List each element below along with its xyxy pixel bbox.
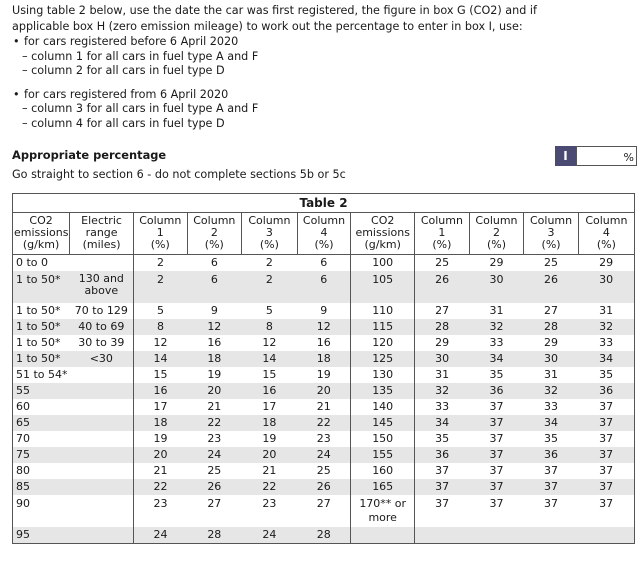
table-cell: 32 (469, 319, 524, 335)
table-cell: 110 (351, 303, 415, 319)
table-cell: 12 (133, 335, 187, 351)
table-cell: 34 (415, 415, 470, 431)
table-cell: 155 (351, 447, 415, 463)
bullet-1-sub-1: – column 1 for all cars in fuel type A and F (22, 49, 259, 63)
table-cell: 8 (133, 319, 187, 335)
table-cell: 21 (262, 464, 277, 477)
table-cell: 27 (207, 497, 222, 510)
column-header-line: 2 (210, 226, 218, 239)
table-cell: 105 (351, 271, 415, 303)
table-cell: 55 (13, 383, 70, 399)
table-cell: 18 (187, 351, 242, 367)
table-cell: 24 (242, 527, 298, 543)
bullet-2 (12, 88, 632, 103)
table-cell: 16 (207, 336, 222, 349)
column-header-line: (%) (259, 238, 279, 251)
table-cell: 12 (297, 319, 351, 335)
table-row (13, 335, 634, 351)
table-cell (70, 431, 134, 447)
table-cell: 0 to 0 (16, 256, 49, 269)
table-cell: 65 (13, 415, 70, 431)
table-cell: 95 (13, 527, 70, 543)
intro-line-1: Using table 2 below, use the date the car was first registered, the figure in box G (CO2) and if (12, 4, 537, 17)
bullet-1-text: for cars registered before 6 April 2020 (24, 35, 239, 48)
table-cell: 51 to 54* (16, 368, 68, 381)
table-cell: 37 (578, 447, 634, 463)
table-cell: 33 (489, 336, 504, 349)
table-cell: 25 (544, 256, 559, 269)
table-cell: 21 (207, 400, 222, 413)
column-header-line: emissions (14, 226, 69, 239)
column-header-line: Column (420, 214, 463, 227)
column-header-line: Column (248, 214, 291, 227)
table-cell: 165 (351, 479, 415, 495)
table-cell: 80 (16, 464, 30, 477)
percentage-table (13, 213, 634, 543)
table-cell: 31 (544, 368, 559, 381)
table-cell: 37 (544, 464, 559, 477)
table-cell (70, 415, 134, 431)
bullet-1-sub-2: – column 2 for all cars in fuel type D (22, 64, 225, 78)
table-cell: 30 (578, 271, 634, 303)
table-cell: 24 (187, 447, 242, 463)
table-cell: 160 (351, 463, 415, 479)
table-cell: 35 (415, 431, 470, 447)
table-cell (70, 255, 134, 272)
column-header (469, 213, 524, 255)
table-cell: 31 (415, 367, 470, 383)
table-cell: 32 (524, 383, 579, 399)
column-header-line: (%) (541, 238, 561, 251)
table-cell (351, 527, 415, 543)
column-header-line: (%) (150, 238, 170, 251)
percent-sign: % (623, 151, 634, 164)
column-header (70, 213, 134, 255)
table-cell: 2 (265, 256, 273, 269)
table-cell: 85 (13, 479, 70, 495)
table-cell: 22 (297, 415, 351, 431)
table-cell: 26 (415, 271, 470, 303)
table-cell: 37 (578, 479, 634, 495)
table-cell: 30 to 39 (78, 336, 125, 349)
table-cell: 37 (489, 400, 504, 413)
table-cell: 35 (489, 368, 504, 381)
table-cell: 1 to 50* (16, 336, 61, 349)
table-cell: 28 (297, 527, 351, 543)
column-header-line: (g/km) (364, 238, 401, 251)
table-cell: 37 (489, 432, 504, 445)
table-cell: 16 (242, 383, 298, 399)
table-cell: 90 (16, 497, 30, 510)
table-cell: 28 (415, 319, 470, 335)
table-header-row (13, 213, 634, 255)
bullet-list-1 (12, 35, 632, 50)
table-cell: 15 (133, 367, 187, 383)
table-cell: 5 (133, 303, 187, 319)
table-cell: 20 (187, 383, 242, 399)
table-cell: 37 (415, 495, 470, 527)
table-cell: 22 (242, 479, 298, 495)
table-cell: 21 (133, 463, 187, 479)
bullet-1 (12, 35, 632, 50)
table-row (13, 351, 634, 367)
table-cell: 19 (207, 368, 222, 381)
table-cell: 120 (351, 335, 415, 351)
column-header-line: Column (475, 214, 518, 227)
column-header-line: CO2 (29, 214, 53, 227)
bullet-list-2 (12, 88, 632, 103)
table-row (13, 383, 634, 399)
table-cell: 33 (415, 399, 470, 415)
column-header-line: (%) (486, 238, 506, 251)
table-cell: 26 (187, 479, 242, 495)
table-cell: 1 to 50* (13, 319, 70, 335)
table-cell: 30 (469, 271, 524, 303)
table-cell: 37 (415, 479, 470, 495)
table-cell: 15 (262, 368, 277, 381)
table-cell (524, 527, 579, 543)
intro-line-2: applicable box H (zero emission mileage) to work out the percentage to enter in box I, use: (12, 20, 523, 33)
table-cell: 37 (469, 479, 524, 495)
table-cell: 135 (351, 383, 415, 399)
table-cell: 37 (599, 497, 614, 510)
percentage-input-box[interactable] (576, 146, 637, 166)
table-cell: 170** or more (351, 495, 415, 527)
column-header (13, 213, 70, 255)
table-cell: 6 (187, 271, 242, 303)
table-cell: 16 (133, 383, 187, 399)
table-row (13, 463, 634, 479)
table-cell: 29 (544, 336, 559, 349)
table-cell: 16 (316, 336, 331, 349)
table-cell: 36 (415, 447, 470, 463)
column-header-line: 1 (156, 226, 164, 239)
table-cell (578, 527, 634, 543)
column-header (187, 213, 242, 255)
table-row (13, 479, 634, 495)
table-cell (70, 495, 134, 527)
table-cell: <30 (70, 351, 134, 367)
go-straight-instruction: Go straight to section 6 - do not complete sections 5b or 5c (12, 168, 346, 181)
table-cell: 2 (133, 255, 187, 272)
table-cell: 28 (187, 527, 242, 543)
table-cell: 5 (265, 304, 273, 317)
column-header (133, 213, 187, 255)
table-row (13, 255, 634, 272)
table-cell: 25 (316, 464, 331, 477)
table-cell: 18 (133, 415, 187, 431)
table-cell: 28 (524, 319, 579, 335)
box-i-label: I (555, 146, 576, 166)
column-header (351, 213, 415, 255)
table-cell (70, 463, 134, 479)
table-cell: 37 (599, 432, 614, 445)
table-cell: 60 (16, 400, 30, 413)
column-header (415, 213, 470, 255)
table-cell: 20 (297, 383, 351, 399)
column-header-line: Column (193, 214, 236, 227)
table-cell: 22 (133, 479, 187, 495)
table-cell: 75 (13, 447, 70, 463)
table-cell: 27 (415, 303, 470, 319)
table-row (13, 431, 634, 447)
table-cell (469, 527, 524, 543)
column-header (297, 213, 351, 255)
table-cell: 27 (316, 497, 331, 510)
column-header (524, 213, 579, 255)
table-cell: 140 (351, 399, 415, 415)
table-cell: 12 (187, 319, 242, 335)
column-header-line: (%) (432, 238, 452, 251)
column-header (578, 213, 634, 255)
table-cell: 23 (316, 432, 331, 445)
table-cell: 115 (351, 319, 415, 335)
column-header-line: 3 (265, 226, 273, 239)
table-2 (12, 193, 635, 544)
table-cell: 37 (489, 464, 504, 477)
table-cell: 35 (599, 368, 614, 381)
table-cell: 26 (524, 271, 579, 303)
table-cell: 21 (316, 400, 331, 413)
table-cell: 20 (242, 447, 298, 463)
column-header-line: range (85, 226, 118, 239)
table-cell: 9 (210, 304, 218, 317)
column-header-line: 4 (602, 226, 610, 239)
table-cell: 37 (599, 400, 614, 413)
table-row (13, 271, 634, 303)
column-header-line: CO2 (371, 214, 395, 227)
table-cell: 20 (133, 447, 187, 463)
table-cell: 29 (415, 335, 470, 351)
table-cell: 24 (133, 527, 187, 543)
table-cell: 37 (489, 497, 504, 510)
column-header-line: Column (139, 214, 182, 227)
column-header-line: 4 (320, 226, 328, 239)
table-cell: 31 (599, 304, 614, 317)
table-cell: 130 (351, 367, 415, 383)
table-cell: 30 (415, 351, 470, 367)
table-cell: 70 (16, 432, 30, 445)
table-cell: 37 (524, 479, 579, 495)
table-cell: 37 (469, 415, 524, 431)
table-row (13, 527, 634, 543)
table-row (13, 367, 634, 383)
table-cell: 23 (207, 432, 222, 445)
table-cell: 70 to 129 (74, 304, 128, 317)
table-cell: 100 (351, 255, 415, 272)
column-header-line: (%) (204, 238, 224, 251)
table-cell: 36 (469, 383, 524, 399)
table-row (13, 415, 634, 431)
table-cell (415, 527, 470, 543)
table-cell: 27 (544, 304, 559, 317)
bullet-2-sub-2: – column 4 for all cars in fuel type D (22, 116, 225, 130)
column-header-line: (miles) (82, 238, 121, 251)
table-cell: 31 (489, 304, 504, 317)
column-header-line: (g/km) (22, 238, 60, 251)
table-cell (70, 399, 134, 415)
table-cell: 130 and above (70, 271, 134, 303)
table-cell: 33 (599, 336, 614, 349)
table-cell: 18 (242, 415, 298, 431)
table-cell: 25 (415, 255, 470, 272)
table-row (13, 495, 634, 527)
table-cell: 18 (297, 351, 351, 367)
table-cell: 17 (133, 399, 187, 415)
table-cell: 37 (544, 497, 559, 510)
column-header-line: Column (529, 214, 573, 227)
table-cell (70, 367, 134, 383)
table-cell: 1 to 50* (13, 271, 70, 303)
table-row (13, 319, 634, 335)
table-cell: 22 (187, 415, 242, 431)
table-cell: 35 (544, 432, 559, 445)
table-cell: 23 (133, 495, 187, 527)
table-cell: 2 (133, 271, 187, 303)
table-cell: 1 to 50* (13, 351, 70, 367)
table-cell: 25 (207, 464, 222, 477)
table-cell: 1 to 50* (16, 304, 61, 317)
column-header-line: Column (585, 214, 628, 227)
column-header-line: emissions (355, 226, 410, 239)
table-cell: 23 (262, 497, 277, 510)
table-cell: 37 (469, 447, 524, 463)
appropriate-percentage-heading: Appropriate percentage (12, 148, 167, 162)
table-row (13, 447, 634, 463)
table-cell: 19 (316, 368, 331, 381)
table-title: Table 2 (13, 194, 634, 213)
column-header-line: 3 (547, 226, 555, 239)
table-cell: 37 (578, 415, 634, 431)
table-row (13, 303, 634, 319)
table-cell: 24 (297, 447, 351, 463)
table-cell: 9 (320, 304, 328, 317)
table-cell: 33 (544, 400, 559, 413)
table-cell: 32 (415, 383, 470, 399)
table-cell: 34 (469, 351, 524, 367)
column-header-line: (%) (596, 238, 616, 251)
instructions (12, 3, 632, 132)
table-cell: 145 (351, 415, 415, 431)
column-header (242, 213, 298, 255)
table-cell: 32 (578, 319, 634, 335)
column-header-line: 2 (492, 226, 500, 239)
table-cell: 6 (320, 256, 328, 269)
table-cell: 29 (599, 256, 614, 269)
table-cell: 26 (297, 479, 351, 495)
table-cell: 19 (133, 431, 187, 447)
table-cell: 6 (210, 256, 218, 269)
table-cell (70, 479, 134, 495)
table-cell: 17 (262, 400, 277, 413)
column-header-line: Electric (81, 214, 122, 227)
bullet-2-sub-1: – column 3 for all cars in fuel type A and F (22, 102, 259, 116)
table-cell: 30 (524, 351, 579, 367)
table-cell: 34 (578, 351, 634, 367)
table-cell: 8 (242, 319, 298, 335)
table-cell: 12 (262, 336, 277, 349)
table-cell: 37 (415, 463, 470, 479)
column-header-line: 1 (438, 226, 446, 239)
column-header-line: Column (302, 214, 346, 227)
table-cell: 29 (489, 256, 504, 269)
table-cell: 40 to 69 (70, 319, 134, 335)
table-cell: 2 (242, 271, 298, 303)
table-body (13, 255, 634, 544)
table-cell (70, 447, 134, 463)
table-cell: 14 (242, 351, 298, 367)
table-cell: 150 (351, 431, 415, 447)
table-cell: 36 (524, 447, 579, 463)
table-cell (70, 383, 134, 399)
bullet-2-text: for cars registered from 6 April 2020 (24, 87, 229, 101)
table-cell: 125 (351, 351, 415, 367)
table-cell: 6 (297, 271, 351, 303)
table-row (13, 399, 634, 415)
table-cell (70, 527, 134, 543)
table-cell: 19 (262, 432, 277, 445)
table-cell: 37 (599, 464, 614, 477)
table-cell: 14 (133, 351, 187, 367)
column-header-line: (%) (314, 238, 334, 251)
table-cell: 34 (524, 415, 579, 431)
table-cell: 36 (578, 383, 634, 399)
